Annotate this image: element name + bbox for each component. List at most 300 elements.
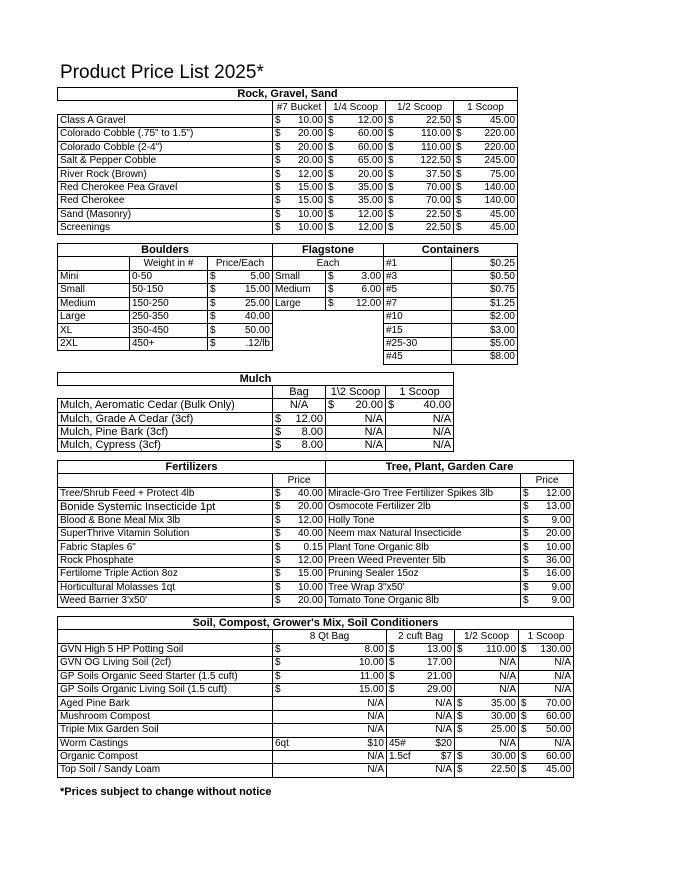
dollar-sign: $ — [328, 222, 334, 234]
price-value: N/A — [367, 710, 384, 722]
price-value: 35.00 — [357, 181, 383, 193]
price-cell — [273, 114, 326, 127]
dollar-sign: $ — [275, 487, 281, 499]
boulder-weight: 250-350 — [130, 310, 208, 323]
price-cell — [273, 710, 387, 723]
price-value: 8.00 — [301, 439, 323, 452]
product-name: Pruning Sealer 15oz — [326, 568, 521, 581]
price-value: 35.00 — [490, 697, 516, 709]
price-value: 20.00 — [545, 528, 571, 540]
price-cell — [326, 195, 386, 208]
price-value: 20.00 — [297, 128, 323, 140]
dollar-sign: $ — [275, 595, 281, 607]
price-prefix: 45# — [389, 737, 406, 749]
price-cell — [519, 657, 574, 670]
price-value: 60.00 — [545, 710, 572, 722]
price-value: 70.00 — [425, 195, 451, 207]
price-value: 3.00 — [361, 270, 382, 282]
table-row — [58, 221, 518, 234]
price-cell — [387, 710, 455, 723]
price-value: 25.00 — [490, 724, 516, 736]
product-name: Mulch, Cypress (3cf) — [58, 438, 273, 451]
table-row — [58, 594, 574, 607]
price-value: 15.00 — [297, 568, 323, 580]
table-row — [58, 297, 273, 310]
price-value: 12.00 — [355, 297, 382, 309]
price-cell — [273, 527, 326, 540]
dollar-sign: $ — [456, 195, 462, 207]
product-name: GVN High 5 HP Potting Soil — [58, 643, 273, 656]
price-cell: N/A — [326, 412, 386, 425]
dollar-sign: $ — [275, 514, 281, 526]
product-name: Worm Castings — [58, 737, 273, 750]
table-row — [58, 412, 454, 425]
soil-col-header: 1/2 Scoop — [455, 630, 519, 643]
price-value: N/A — [367, 764, 384, 776]
dollar-sign: $ — [388, 222, 394, 234]
price-value: N/A — [554, 657, 572, 669]
mulch-col-header: Bag — [273, 386, 326, 399]
price-value: 15.00 — [297, 195, 323, 207]
table-row — [58, 337, 273, 350]
table-row — [58, 399, 454, 412]
mulch-table — [57, 372, 454, 452]
price-cell — [521, 568, 574, 581]
price-cell — [326, 297, 384, 310]
product-name: Mulch, Pine Bark (3cf) — [58, 425, 273, 438]
dollar-sign: $ — [328, 141, 334, 153]
table-row — [58, 208, 518, 221]
price-value: N/A — [499, 657, 516, 669]
table-row — [58, 710, 574, 723]
product-name: Mushroom Compost — [58, 710, 273, 723]
price-prefix: $ — [457, 643, 463, 655]
price-value: 110.00 — [421, 141, 451, 153]
price-cell — [519, 643, 574, 656]
price-cell: N/A — [386, 425, 454, 438]
soil-corner — [58, 630, 273, 643]
dollar-sign: $ — [328, 399, 335, 412]
price-prefix: $ — [275, 657, 281, 669]
price-value: 45.00 — [490, 222, 516, 234]
table-row — [384, 351, 518, 364]
price-value: 22.50 — [425, 222, 451, 234]
price-cell — [273, 154, 326, 167]
product-name: Tree Wrap 3"x50' — [326, 581, 521, 594]
product-name: Colorado Cobble (.75" to 1.5") — [58, 128, 273, 141]
price-cell: $0.50 — [452, 270, 518, 283]
price-cell — [455, 710, 519, 723]
product-name: Horticultural Molasses 1qt — [58, 581, 273, 594]
dollar-sign: $ — [523, 514, 529, 526]
tree-price-header: Price — [521, 474, 574, 487]
price-value: N/A — [554, 737, 572, 749]
price-value: N/A — [367, 724, 384, 736]
price-cell: N/A — [386, 412, 454, 425]
dollar-sign: $ — [328, 155, 334, 167]
dollar-sign: $ — [328, 128, 334, 140]
product-name: Colorado Cobble (2-4") — [58, 141, 273, 154]
price-cell — [454, 128, 518, 141]
table-row — [58, 168, 518, 181]
price-value: 40.00 — [423, 399, 452, 412]
price-prefix: $ — [457, 697, 463, 709]
product-name: Sand (Masonry) — [58, 208, 273, 221]
table-row — [273, 284, 384, 297]
product-name: GP Soils Organic Living Soil (1.5 cuft) — [58, 683, 273, 696]
price-value: 140.00 — [484, 195, 516, 207]
tree-heading: Tree, Plant, Garden Care — [326, 461, 574, 474]
dollar-sign: $ — [456, 114, 462, 126]
dollar-sign: $ — [275, 541, 281, 553]
table-row — [58, 324, 273, 337]
price-cell — [273, 737, 387, 750]
price-value: 13.00 — [426, 643, 452, 655]
boulder-size: 2XL — [58, 337, 130, 350]
price-cell — [455, 724, 519, 737]
price-cell — [519, 683, 574, 696]
dollar-sign: $ — [275, 114, 281, 126]
dollar-sign: $ — [275, 181, 281, 193]
price-value: 70.00 — [425, 181, 451, 193]
price-value: N/A — [435, 697, 452, 709]
boulder-size: Medium — [58, 297, 130, 310]
table-row — [58, 181, 518, 194]
price-cell: N/A — [386, 438, 454, 451]
price-prefix: $ — [521, 710, 527, 722]
price-prefix: $ — [389, 657, 395, 669]
price-cell — [387, 750, 455, 763]
table-row — [58, 487, 574, 500]
price-prefix: $ — [521, 751, 527, 763]
price-cell — [273, 541, 326, 554]
rock-heading: Rock, Gravel, Sand — [58, 88, 518, 101]
price-cell: $2.00 — [452, 310, 518, 323]
table-row — [58, 154, 518, 167]
table-row — [58, 643, 574, 656]
price-cell — [455, 737, 519, 750]
price-value: 12.00 — [545, 487, 571, 499]
product-name: Top Soil / Sandy Loam — [58, 764, 273, 777]
price-cell — [326, 114, 386, 127]
price-cell — [273, 487, 326, 500]
price-value: 20.00 — [297, 141, 323, 153]
dollar-sign: $ — [328, 181, 334, 193]
price-cell — [326, 208, 386, 221]
table-row — [384, 310, 518, 323]
product-name: Screenings — [58, 221, 273, 234]
product-name: Preen Weed Preventer 5lb — [326, 554, 521, 567]
price-value: 10.00 — [297, 581, 323, 593]
price-prefix: $ — [389, 670, 395, 682]
price-cell — [521, 594, 574, 607]
price-cell — [455, 697, 519, 710]
table-row — [58, 310, 273, 323]
price-value: 40.00 — [297, 487, 323, 499]
price-value: 10.00 — [297, 208, 323, 220]
product-name: Miracle-Gro Tree Fertilizer Spikes 3lb — [326, 487, 521, 500]
price-cell — [386, 399, 454, 412]
table-row — [384, 324, 518, 337]
dollar-sign: $ — [210, 270, 216, 282]
price-prefix: 6qt — [275, 737, 289, 749]
table-row — [58, 425, 454, 438]
dollar-sign: $ — [456, 155, 462, 167]
price-cell — [454, 221, 518, 234]
price-cell — [454, 181, 518, 194]
price-cell — [273, 724, 387, 737]
price-cell — [273, 181, 326, 194]
price-cell — [326, 270, 384, 283]
price-cell — [273, 412, 326, 425]
price-cell — [519, 764, 574, 777]
price-cell — [273, 221, 326, 234]
dollar-sign: $ — [275, 568, 281, 580]
price-value: 30.00 — [490, 751, 516, 763]
price-cell: N/A — [273, 399, 326, 412]
boulder-size: XL — [58, 324, 130, 337]
table-row — [58, 764, 574, 777]
price-cell — [455, 764, 519, 777]
product-name: Blood & Bone Meal Mix 3lb — [58, 514, 273, 527]
fertilizers-heading: Fertilizers — [58, 461, 326, 474]
price-cell — [273, 697, 387, 710]
price-cell — [326, 168, 386, 181]
price-cell — [208, 310, 273, 323]
container-size: #5 — [384, 284, 452, 297]
product-name: GP Soils Organic Seed Starter (1.5 cuft) — [58, 670, 273, 683]
dollar-sign: $ — [275, 168, 281, 180]
container-size: #10 — [384, 310, 452, 323]
price-value: 10.00 — [545, 541, 571, 553]
price-cell — [273, 128, 326, 141]
price-cell — [387, 657, 455, 670]
product-name: Holly Tone — [326, 514, 521, 527]
price-value: 22.50 — [425, 114, 451, 126]
soil-col-header: 1 Scoop — [519, 630, 574, 643]
price-cell — [273, 764, 387, 777]
table-row — [58, 568, 574, 581]
price-cell — [208, 324, 273, 337]
price-cell — [273, 514, 326, 527]
price-value: 130.00 — [540, 643, 572, 655]
price-cell — [386, 114, 454, 127]
container-size: #15 — [384, 324, 452, 337]
price-cell — [273, 195, 326, 208]
price-value: N/A — [499, 684, 516, 696]
dollar-sign: $ — [456, 222, 462, 234]
price-prefix: $ — [457, 764, 463, 776]
dollar-sign: $ — [388, 181, 394, 193]
product-name: GVN OG Living Soil (2cf) — [58, 657, 273, 670]
dollar-sign: $ — [210, 324, 216, 336]
price-cell — [273, 581, 326, 594]
price-cell — [519, 710, 574, 723]
price-value: 9.00 — [551, 595, 571, 607]
dollar-sign: $ — [275, 554, 281, 566]
product-name: Mulch, Aeromatic Cedar (Bulk Only) — [58, 399, 273, 412]
product-name: Tree/Shrub Feed + Protect 4lb — [58, 487, 273, 500]
price-prefix: $ — [457, 710, 463, 722]
flagstone-heading: Flagstone — [273, 244, 384, 257]
product-name: Salt & Pepper Cobble — [58, 154, 273, 167]
price-value: 40.00 — [244, 311, 270, 323]
dollar-sign: $ — [210, 284, 216, 296]
product-name: Neem max Natural Insecticide — [326, 527, 521, 540]
price-cell — [387, 697, 455, 710]
product-name: Tomato Tone Organic 8lb — [326, 594, 521, 607]
price-value: N/A — [435, 764, 452, 776]
price-cell — [454, 141, 518, 154]
price-value: 20.00 — [355, 399, 383, 412]
price-cell — [455, 670, 519, 683]
table-row — [384, 270, 518, 283]
price-cell — [455, 683, 519, 696]
flagstone-col-header: Each — [273, 257, 384, 270]
price-cell — [273, 657, 387, 670]
dollar-sign: $ — [328, 297, 334, 309]
rock-col-header: 1 Scoop — [454, 101, 518, 114]
dollar-sign: $ — [388, 128, 394, 140]
price-cell — [386, 168, 454, 181]
price-value: 75.00 — [490, 168, 516, 180]
rock-gravel-sand-table — [57, 87, 518, 235]
price-cell: N/A — [326, 438, 386, 451]
price-cell — [519, 670, 574, 683]
product-name: Weed Barrier 3'x50' — [58, 594, 273, 607]
price-value: 11.00 — [359, 670, 384, 682]
product-name: River Rock (Brown) — [58, 168, 273, 181]
price-cell — [454, 168, 518, 181]
dollar-sign: $ — [275, 128, 281, 140]
dollar-sign: $ — [456, 128, 462, 140]
rock-col-header: 1/2 Scoop — [386, 101, 454, 114]
price-cell — [273, 438, 326, 451]
price-cell — [387, 683, 455, 696]
container-size: #25-30 — [384, 337, 452, 350]
table-row — [58, 501, 574, 514]
dollar-sign: $ — [275, 439, 282, 452]
table-row — [273, 270, 384, 283]
price-cell: $8.00 — [452, 351, 518, 364]
price-cell — [326, 399, 386, 412]
containers-heading: Containers — [384, 244, 518, 257]
dollar-sign: $ — [388, 208, 394, 220]
price-value: 15.00 — [358, 684, 384, 696]
price-value: 22.50 — [490, 764, 516, 776]
product-name: Mulch, Grade A Cedar (3cf) — [58, 412, 273, 425]
dollar-sign: $ — [275, 501, 281, 513]
boulder-weight: 0-50 — [130, 270, 208, 283]
dollar-sign: $ — [523, 487, 529, 499]
page-title: Product Price List 2025* — [60, 62, 264, 83]
table-row — [58, 438, 454, 451]
fertilizers-corner — [58, 474, 273, 487]
dollar-sign: $ — [523, 581, 529, 593]
price-cell — [273, 568, 326, 581]
boulder-size: Small — [58, 284, 130, 297]
price-cell — [519, 724, 574, 737]
product-name: Rock Phosphate — [58, 554, 273, 567]
product-name: Class A Gravel — [58, 114, 273, 127]
container-size: #7 — [384, 297, 452, 310]
price-value: 15.00 — [297, 181, 323, 193]
dollar-sign: $ — [275, 581, 281, 593]
price-prefix: $ — [521, 697, 527, 709]
price-cell — [273, 594, 326, 607]
price-cell — [454, 195, 518, 208]
price-value: 110.00 — [421, 128, 451, 140]
price-value: 12.00 — [357, 208, 383, 220]
price-cell — [273, 168, 326, 181]
table-row — [58, 141, 518, 154]
price-prefix: $ — [521, 724, 527, 736]
price-value: 45.00 — [490, 208, 516, 220]
price-value: 30.00 — [490, 710, 516, 722]
price-cell — [387, 724, 455, 737]
dollar-sign: $ — [210, 337, 216, 349]
price-value: N/A — [554, 670, 572, 682]
price-prefix: $ — [521, 764, 527, 776]
price-cell — [387, 643, 455, 656]
table-row — [58, 114, 518, 127]
price-cell: N/A — [326, 425, 386, 438]
price-value: 12.00 — [297, 554, 323, 566]
table-row — [384, 284, 518, 297]
price-cell — [521, 541, 574, 554]
price-cell: $0.25 — [452, 257, 518, 270]
price-value: 36.00 — [545, 554, 571, 566]
dollar-sign: $ — [388, 155, 394, 167]
product-name: Fabric Staples 6" — [58, 541, 273, 554]
price-value: N/A — [367, 697, 384, 709]
table-row — [273, 297, 384, 310]
container-size: #1 — [384, 257, 452, 270]
price-cell — [326, 181, 386, 194]
soil-table — [57, 616, 574, 778]
dollar-sign: $ — [210, 297, 216, 309]
dollar-sign: $ — [275, 222, 281, 234]
price-cell: $1.25 — [452, 297, 518, 310]
price-cell — [273, 750, 387, 763]
price-cell — [519, 750, 574, 763]
table-row — [58, 541, 574, 554]
table-row — [58, 514, 574, 527]
soil-col-header: 2 cuft Bag — [387, 630, 455, 643]
fertilizers-tree-table — [57, 460, 574, 608]
price-value: 16.00 — [545, 568, 571, 580]
table-row — [58, 683, 574, 696]
price-cell: $0.75 — [452, 284, 518, 297]
price-value: 45.00 — [545, 764, 572, 776]
price-cell — [521, 487, 574, 500]
price-value: 10.00 — [358, 657, 384, 669]
price-value: 10.00 — [297, 114, 323, 126]
price-value: 110.00 — [486, 643, 516, 655]
price-cell — [326, 128, 386, 141]
dollar-sign: $ — [388, 114, 394, 126]
dollar-sign: $ — [275, 208, 281, 220]
price-value: 6.00 — [361, 284, 382, 296]
price-value: .12/lb — [245, 337, 270, 349]
price-value: N/A — [554, 684, 572, 696]
price-value: $20 — [435, 737, 452, 749]
dollar-sign: $ — [456, 181, 462, 193]
price-cell — [208, 337, 273, 350]
table-row — [58, 697, 574, 710]
dollar-sign: $ — [275, 412, 282, 425]
boulder-weight: 350-450 — [130, 324, 208, 337]
